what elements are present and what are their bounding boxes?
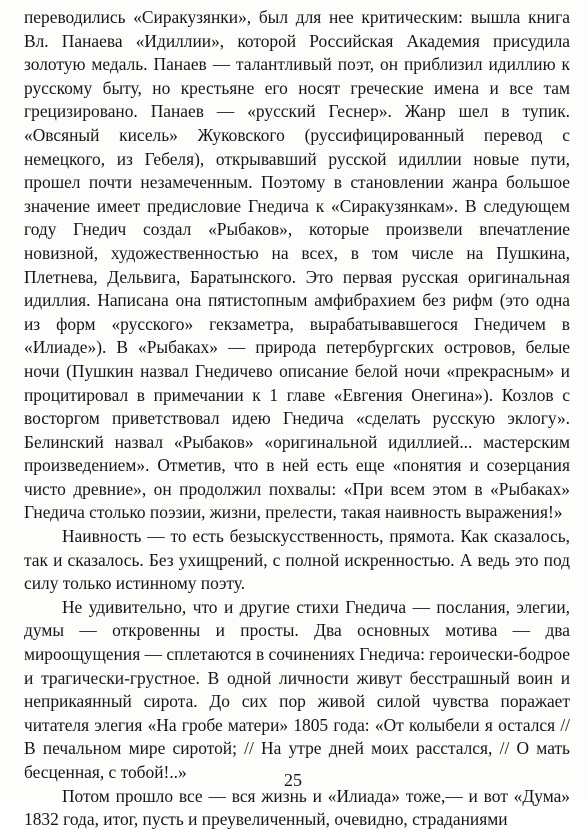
paragraph: переводились «Сиракузянки», был для нее критическим: вышла книга Вл. Панаева «Идиллии», которой Российская Академия присудила золотую медаль. Панаев — талантливый поэт, он приблизил идиллию к русскому быту, но крестьяне его носят греческие имена и все там грецизировано. Панаев — «русский Геснер». Жанр шел в тупик. «Овсяный кисель» Жуковского (руссифицированный перевод с немецкого, из Гебеля), открывавший русской идиллии новые пути, прошел почти незамеченным. Поэтому в становлении жанра большое значение имеет предисловие Гнедича к «Сиракузянкам». В следующем году Гнедич создал «Рыбаков», которые произвели впечатление новизной, художественностью на всех, в том числе на Пушкина, Плетнева, Дельвига, Баратынского. Это первая русская оригинальная идиллия. Написана она пятистопным амфибрахием без рифм (это одна из форм «русского» гекзаметра, вырабатывавшегося Гнедичем в «Илиаде»). В «Рыбаках» — природа петербургских островов, белые ночи (Пушкин назвал Гнедичево описание белой ночи «прекрасным» и процитировал в примечании к 1 главе «Евгения Онегина»). Козлов с восторгом приветствовал идею Гнедича «сделать русскую эклогу». Белинский назвал «Рыбаков» «оригинальной идиллией... мастерским произведением». Отметив, что в ней есть еще «понятия и созерцания чисто древние», он продолжил похвалы: «При всем этом в «Рыбаках» Гнедича столько поэзии, жизни, прелести, такая наивность выражения!»: [24, 7, 570, 523]
paragraph: Наивность — то есть безыскусственность, прямота. Как сказалось, так и сказалось. Без ухищрений, с полной искренностью. А ведь это под силу только истинному поэту.: [24, 526, 570, 594]
paragraph: Не удивительно, что и другие стихи Гнедича — послания, элегии, думы — откровенны и просты. Два основных мотива — два мироощущения — сплетаются в сочинениях Гнедича: героически-бодрое и трагически-грустное. В одной личности живут бесстрашный воин и неприкаянный сирота. До сих пор живой силой чувства поражает читателя элегия «На гробе матери» 1805 года: «От колыбели я остался // В печальном мире сиротой; // На утре дней моих расстался, // О мать бесценная, с тобой!..»: [24, 596, 570, 782]
body-text: [24, 6, 570, 832]
paragraph: Потом прошло все — вся жизнь и «Илиада» тоже,— и вот «Дума» 1832 года, итог, пусть и преувеличенный, очевидно, страданиями: [24, 785, 570, 830]
page-number: 25: [284, 770, 302, 790]
